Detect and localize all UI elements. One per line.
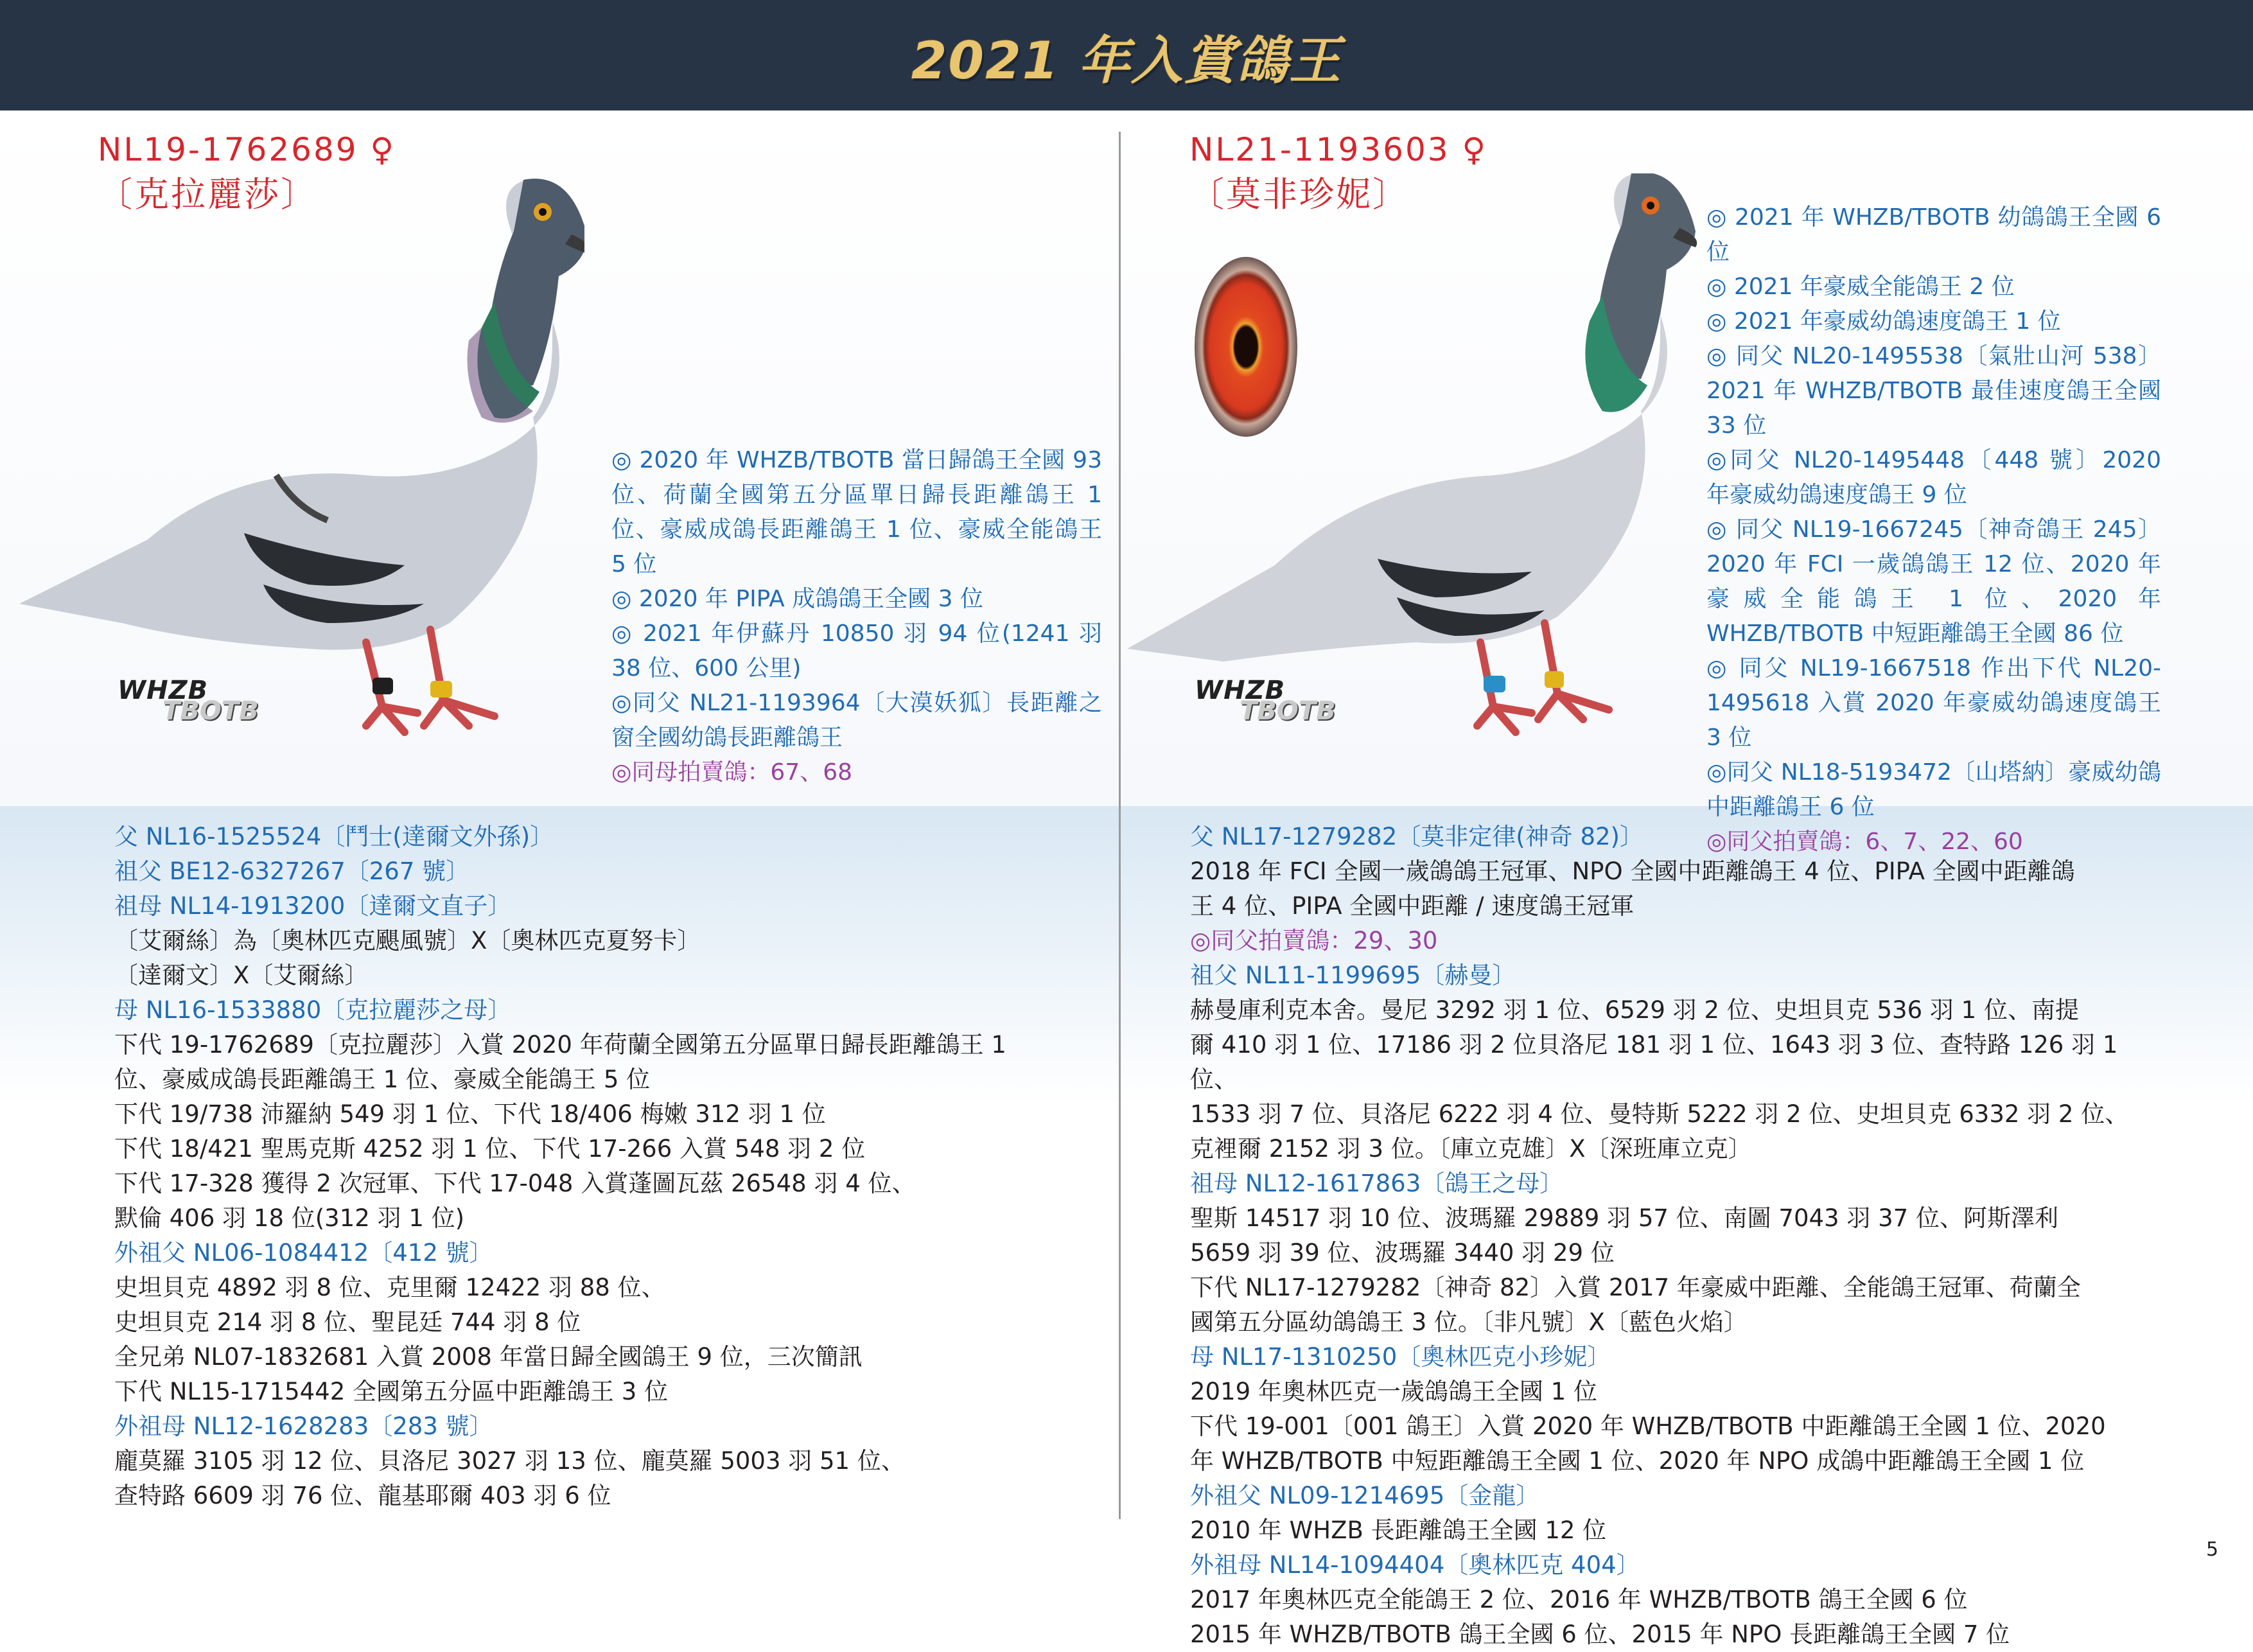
right-bird-name: 〔莫非珍妮〕: [1189, 174, 1409, 215]
pedigree-heading: 父 NL17-1279282〔莫非定律(神奇 82)〕: [1190, 823, 1644, 850]
pedigree-line: 2015 年 WHZB/TBOTB 鴿王全國 6 位、2015 年 NPO 長距離鴿王全國 7 位: [1190, 1621, 2010, 1648]
right-achievement: ◎ 2021 年 WHZB/TBOTB 幼鴿鴿王全國 6 位: [1706, 204, 2161, 265]
pedigree-line: 聖斯 14517 羽 10 位、波瑪羅 29889 羽 57 位、南圖 7043 羽 37 位、阿斯澤利: [1190, 1204, 2058, 1232]
pedigree-heading: 父 NL16-1525524〔鬥士(達爾文外孫)〕: [114, 823, 554, 850]
pedigree-line: 下代 19-1762689〔克拉麗莎〕入賞 2020 年荷蘭全國第五分區單日歸長距離鴿王 1: [114, 1031, 1006, 1059]
pedigree-heading: 祖母 NL14-1913200〔達爾文直子〕: [114, 892, 512, 920]
pedigree-auction-note: ◎同父拍賣鴿：29、30: [1190, 927, 1438, 954]
pedigree-line: 下代 18/421 聖馬克斯 4252 羽 1 位、下代 17-266 入賞 548 羽 2 位: [114, 1135, 866, 1163]
pedigree-line: 全兄弟 NL07-1832681 入賞 2008 年當日歸全國鴿王 9 位，三次簡訊: [114, 1343, 863, 1371]
header-bar: [0, 0, 2253, 110]
right-achievement: ◎同父 NL20-1495448〔448 號〕2020 年豪威幼鴿速度鴿王 9 位: [1706, 447, 2161, 508]
left-watermark-line1: WHZB: [118, 676, 209, 705]
pedigree-line: 史坦貝克 4892 羽 8 位、克里爾 12422 羽 88 位、: [114, 1274, 665, 1301]
page-number: 5: [2206, 1538, 2219, 1561]
pedigree-line: 〔艾爾絲〕為〔奧林匹克颶風號〕X〔奧林匹克夏努卡〕: [114, 927, 701, 954]
left-achievement: ◎ 2020 年 WHZB/TBOTB 當日歸鴿王全國 93 位、荷蘭全國第五分區單日歸長距離鴿王 1 位、豪威成鴿長距離鴿王 1 位、豪威全能鴿王 5 位: [611, 447, 1102, 577]
right-achievement: ◎ 2021 年豪威幼鴿速度鴿王 1 位: [1706, 308, 2061, 335]
pedigree-line: 赫曼庫利克本舍。曼尼 3292 羽 1 位、6529 羽 2 位、史坦貝克 536 羽 1 位、南提: [1190, 996, 2079, 1024]
pedigree-heading: 外祖母 NL14-1094404〔奧林匹克 404〕: [1190, 1551, 1640, 1579]
pedigree-line: 下代 19/738 沛羅納 549 羽 1 位、下代 18/406 梅嫩 312 羽 1 位: [114, 1100, 826, 1128]
page-title: 2021 年入賞鴿王: [911, 31, 1342, 91]
right-ring-number: NL21-1193603 ♀: [1189, 131, 1488, 168]
pedigree-heading: 祖母 NL12-1617863〔鴿王之母〕: [1190, 1170, 1564, 1197]
right-watermark-line2: TBOTB: [1240, 696, 1336, 726]
eye-closeup: [1195, 257, 1297, 437]
pedigree-line: 5659 羽 39 位、波瑪羅 3440 羽 29 位: [1190, 1239, 1615, 1267]
right-watermark-logo: [1195, 676, 1336, 726]
left-watermark-line2: TBOTB: [162, 696, 259, 726]
pedigree-line: 爾 410 羽 1 位、17186 羽 2 位貝洛尼 181 羽 1 位、1643 羽 3 位、查特路 126 羽 1 位、: [1190, 1031, 2118, 1093]
pedigree-heading: 母 NL16-1533880〔克拉麗莎之母〕: [114, 996, 512, 1024]
pedigree-line: 國第五分區幼鴿鴿王 3 位。〔非凡號〕X〔藍色火焰〕: [1190, 1308, 1748, 1336]
pedigree-line: 龐莫羅 3105 羽 12 位、貝洛尼 3027 羽 13 位、龐莫羅 5003 羽 51 位、: [114, 1447, 905, 1475]
right-achievement: ◎ 同父 NL20-1495538〔氣壯山河 538〕2021 年 WHZB/TBOTB 最佳速度鴿王全國 33 位: [1706, 343, 2161, 439]
left-achievement: ◎ 2020 年 PIPA 成鴿鴿王全國 3 位: [611, 586, 983, 612]
pedigree-line: 下代 NL17-1279282〔神奇 82〕入賞 2017 年豪威中距離、全能鴿王冠軍、荷蘭全: [1190, 1274, 2081, 1301]
right-achievement: ◎ 同父 NL19-1667518 作出下代 NL20-1495618 入賞 2020 年豪威幼鴿速度鴿王 3 位: [1706, 655, 2161, 751]
right-auction-note: ◎同父拍賣鴿：6、7、22、60: [1706, 829, 2023, 855]
pedigree-line: 默倫 406 羽 18 位(312 羽 1 位): [114, 1204, 465, 1232]
right-achievement: ◎同父 NL18-5193472〔山塔納〕豪威幼鴿中距離鴿王 6 位: [1706, 759, 2161, 820]
left-pedigree: [114, 820, 1107, 1513]
pedigree-line: 1533 羽 7 位、貝洛尼 6222 羽 4 位、曼特斯 5222 羽 2 位、史坦貝克 6332 羽 2 位、: [1190, 1100, 2129, 1128]
pedigree-heading: 外祖父 NL06-1084412〔412 號〕: [114, 1239, 493, 1267]
right-achievements: [1706, 200, 2161, 859]
pedigree-line: 2010 年 WHZB 長距離鴿王全國 12 位: [1190, 1516, 1607, 1544]
pedigree-line: 〔達爾文〕X〔艾爾絲〕: [114, 962, 369, 989]
pedigree-heading: 祖父 NL11-1199695〔赫曼〕: [1190, 962, 1516, 989]
pedigree-line: 2019 年奧林匹克一歲鴿鴿王全國 1 位: [1190, 1378, 1597, 1405]
pedigree-line: 克裡爾 2152 羽 3 位。〔庫立克雄〕X〔深班庫立克〕: [1190, 1135, 1752, 1163]
pedigree-line: 查特路 6609 羽 76 位、龍基耶爾 403 羽 6 位: [114, 1482, 611, 1509]
pedigree-heading: 祖父 BE12-6327267〔267 號〕: [114, 857, 470, 885]
right-achievement: ◎ 同父 NL19-1667245〔神奇鴿王 245〕2020 年 FCI 一歲鴿鴿王 12 位、2020 年豪威全能鴿王 1 位、2020 年 WHZB/TBOTB 中短距離鴿王全國 86 位: [1706, 516, 2161, 647]
left-achievement: ◎同父 NL21-1193964〔大漠妖狐〕長距離之窗全國幼鴿長距離鴿王: [611, 690, 1102, 751]
pedigree-line: 下代 NL15-1715442 全國第五分區中距離鴿王 3 位: [114, 1378, 669, 1405]
left-bird-name: 〔克拉麗莎〕: [98, 174, 317, 215]
pedigree-heading: 外祖母 NL12-1628283〔283 號〕: [114, 1412, 493, 1440]
pedigree-line: 王 4 位、PIPA 全國中距離 / 速度鴿王冠軍: [1190, 892, 1635, 920]
pedigree-line: 下代 19-001〔001 鴿王〕入賞 2020 年 WHZB/TBOTB 中距離鴿王全國 1 位、2020: [1190, 1412, 2106, 1440]
left-auction-note: ◎同母拍賣鴿：67、68: [611, 759, 853, 786]
left-pigeon-photo: [6, 173, 584, 751]
left-achievements: [611, 443, 1102, 790]
right-achievement: ◎ 2021 年豪威全能鴿王 2 位: [1706, 274, 2015, 300]
pedigree-line: 下代 17-328 獲得 2 次冠軍、下代 17-048 入賞蓬圖瓦茲 26548 羽 4 位、: [114, 1170, 916, 1197]
right-watermark-line1: WHZB: [1195, 676, 1286, 705]
pedigree-line: 史坦貝克 214 羽 8 位、聖昆廷 744 羽 8 位: [114, 1308, 581, 1336]
pedigree-line: 2018 年 FCI 全國一歲鴿鴿王冠軍、NPO 全國中距離鴿王 4 位、PIPA 全國中距離鴿: [1190, 857, 2075, 885]
pedigree-heading: 外祖父 NL09-1214695〔金龍〕: [1190, 1482, 1540, 1509]
left-watermark-logo: [118, 676, 259, 726]
pedigree-heading: 母 NL17-1310250〔奧林匹克小珍妮〕: [1190, 1343, 1611, 1371]
left-achievement: ◎ 2021 年伊蘇丹 10850 羽 94 位(1241 羽 38 位、600 公里): [611, 620, 1102, 681]
pedigree-line: 2017 年奧林匹克全能鴿王 2 位、2016 年 WHZB/TBOTB 鴿王全國 6 位: [1190, 1586, 1968, 1613]
right-pedigree: [1190, 820, 2163, 1652]
left-ring-number: NL19-1762689 ♀: [98, 131, 396, 168]
pedigree-line: 年 WHZB/TBOTB 中短距離鴿王全國 1 位、2020 年 NPO 成鴿中距離鴿王全國 1 位: [1190, 1447, 2085, 1475]
pedigree-line: 位、豪威成鴿長距離鴿王 1 位、豪威全能鴿王 5 位: [114, 1066, 651, 1093]
